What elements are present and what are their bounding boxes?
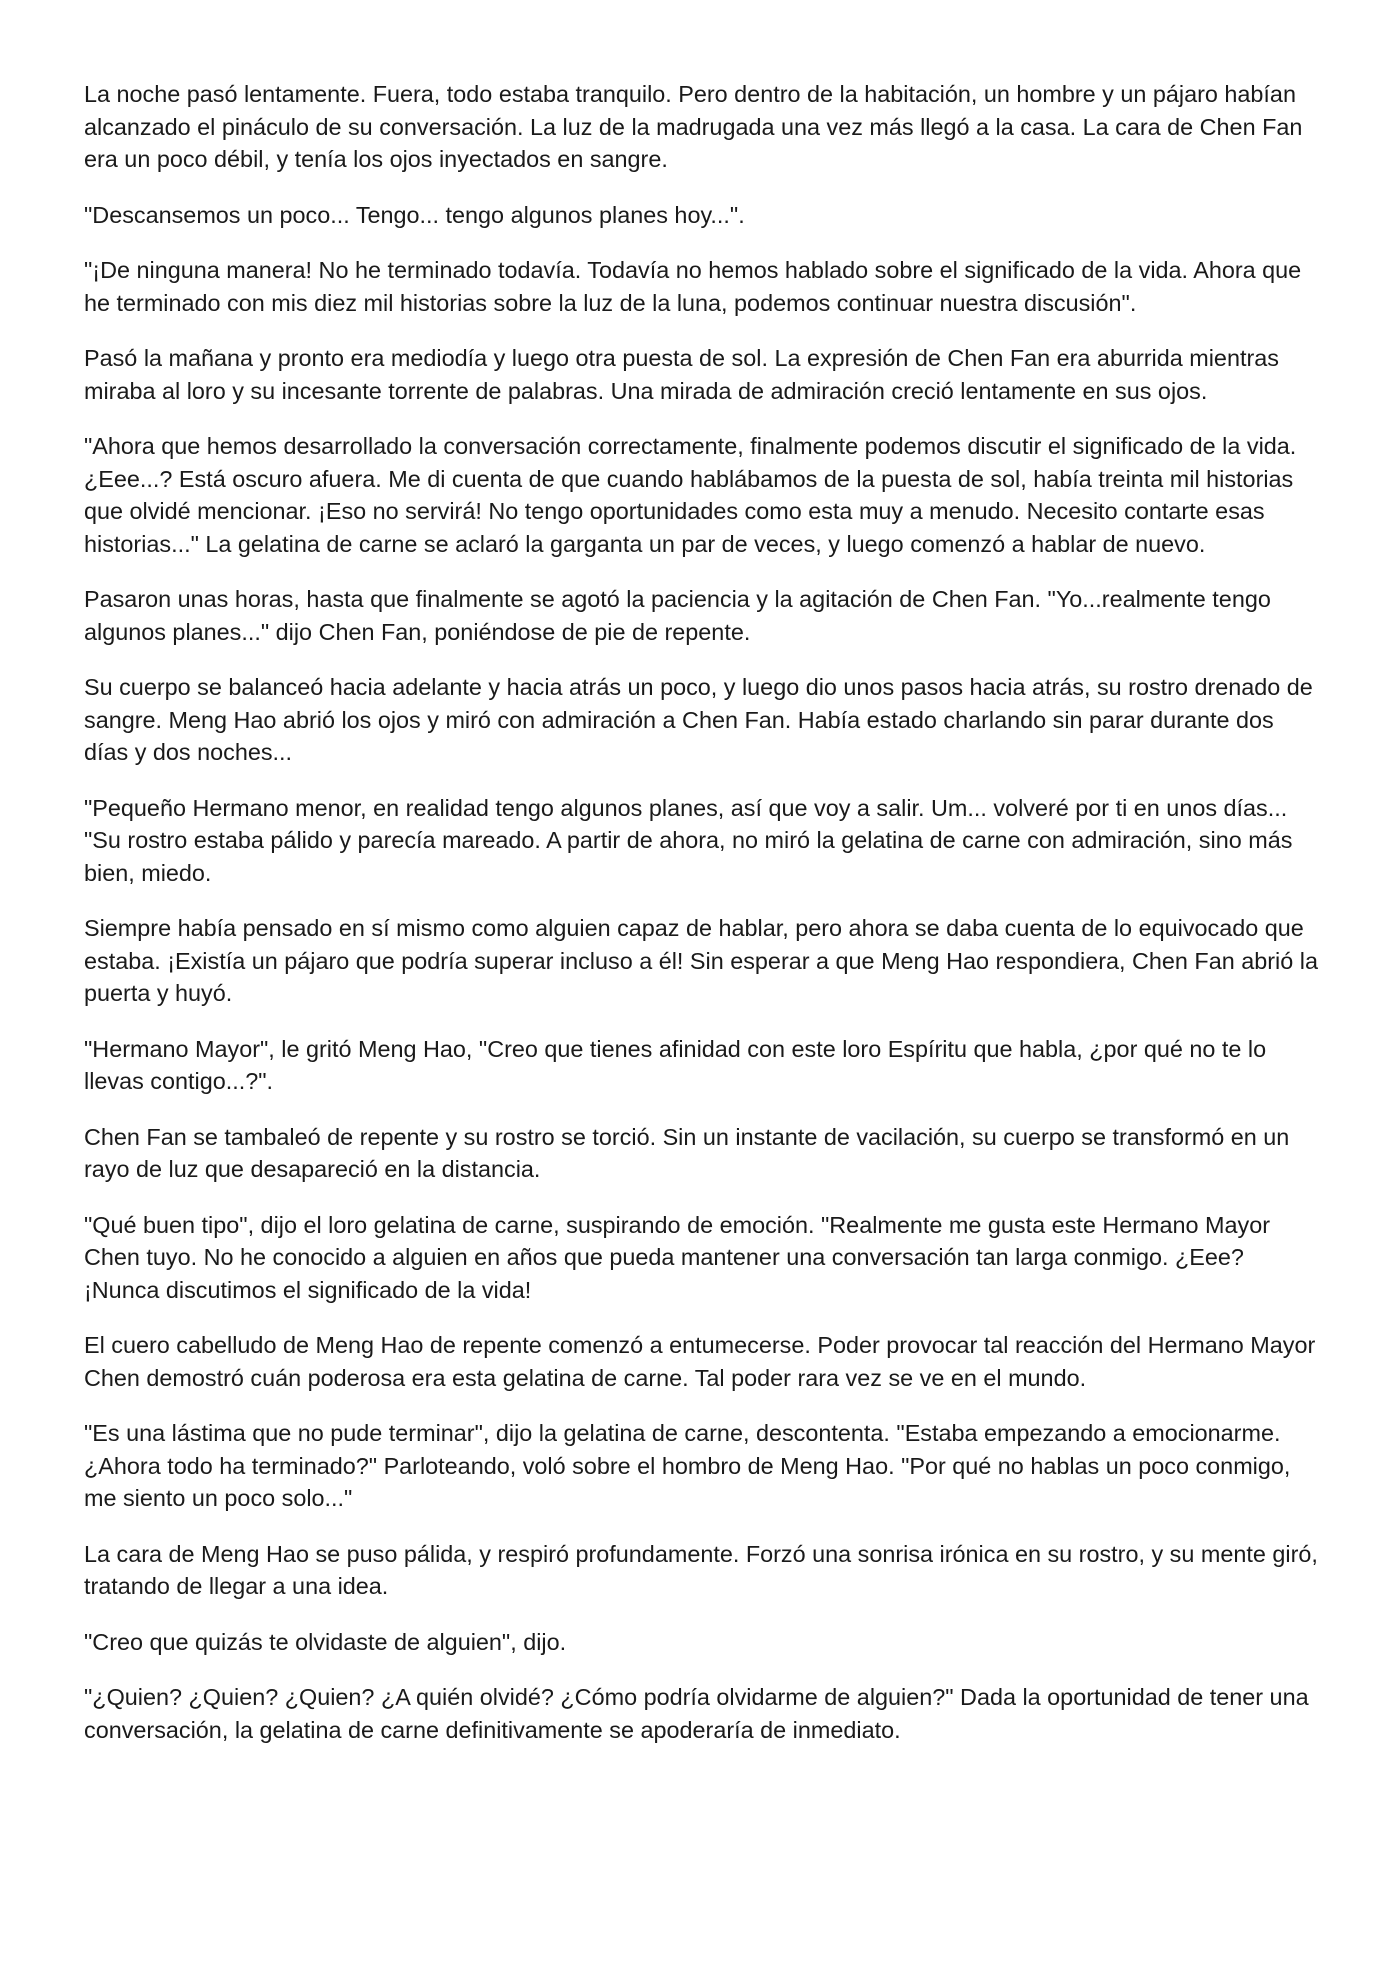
paragraph: El cuero cabelludo de Meng Hao de repente comenzó a entumecerse. Poder provocar tal reacción del Hermano Mayor Chen demostró cuán poderosa era esta gelatina de carne. Tal poder rara vez se ve en el mundo. (84, 1332, 1316, 1391)
paragraph: Siempre había pensado en sí mismo como alguien capaz de hablar, pero ahora se daba cuenta de lo equivocado que estaba. ¡Existía un pájaro que podría superar incluso a él! Sin esperar a que Meng Hao respondiera, Chen Fan abrió la puerta y huyó. (84, 915, 1318, 1006)
paragraph: "¡De ninguna manera! No he terminado todavía. Todavía no hemos hablado sobre el significado de la vida. Ahora que he terminado con mis diez mil historias sobre la luz de la luna, podemos continuar nuestra discusión". (84, 257, 1302, 316)
paragraph: "Es una lástima que no pude terminar", dijo la gelatina de carne, descontenta. "Estaba empezando a emocionarme. ¿Ahora todo ha terminado?" Parloteando, voló sobre el hombro de Meng Hao. "Por qué no hablas un poco conmigo, me siento un poco solo..." (84, 1420, 1291, 1511)
paragraph: "Creo que quizás te olvidaste de alguien", dijo. (84, 1628, 567, 1655)
paragraph: Chen Fan se tambaleó de repente y su rostro se torció. Sin un instante de vacilación, su cuerpo se transformó en un rayo de luz que desapareció en la distancia. (84, 1123, 1290, 1182)
paragraph: "Hermano Mayor", le gritó Meng Hao, "Creo que tienes afinidad con este loro Espíritu que habla, ¿por qué no te lo llevas contigo...?". (84, 1035, 1267, 1094)
paragraph: "Pequeño Hermano menor, en realidad tengo algunos planes, así que voy a salir. Um... volveré por ti en unos días... "Su rostro estaba pálido y parecía mareado. A partir de ahora, no miró la gelatina de carne con admiración, sino más bien, miedo. (84, 794, 1293, 886)
paragraph: Pasaron unas horas, hasta que finalmente se agotó la paciencia y la agitación de Chen Fan. "Yo...realmente tengo algunos planes..." dijo Chen Fan, poniéndose de pie de repente. (84, 586, 1271, 645)
document-page (84, 78, 1324, 1769)
paragraph: "Ahora que hemos desarrollado la conversación correctamente, finalmente podemos discutir el significado de la vida. ¿Eee...? Está oscuro afuera. Me di cuenta de que cuando hablábamos de la puesta de sol, había treinta mil historias que olvidé mencionar. ¡Eso no servirá! No tengo oportunidades como esta muy a menudo. Necesito contarte esas historias..." La gelatina de carne se aclaró la garganta un par de veces, y luego comenzó a hablar de nuevo. (84, 433, 1297, 557)
paragraph: La noche pasó lentamente. Fuera, todo estaba tranquilo. Pero dentro de la habitación, un hombre y un pájaro habían alcanzado el pináculo de su conversación. La luz de la madrugada una vez más llegó a la casa. La cara de Chen Fan era un poco débil, y tenía los ojos inyectados en sangre. (84, 81, 1303, 172)
paragraph: "¿Quien? ¿Quien? ¿Quien? ¿A quién olvidé? ¿Cómo podría olvidarme de alguien?" Dada la oportunidad de tener una conversación, la gelatina de carne definitivamente se apoderaría de inmediato. (84, 1684, 1309, 1743)
paragraph: Su cuerpo se balanceó hacia adelante y hacia atrás un poco, y luego dio unos pasos hacia atrás, su rostro drenado de sangre. Meng Hao abrió los ojos y miró con admiración a Chen Fan. Había estado charlando sin parar durante dos días y dos noches... (84, 674, 1313, 765)
paragraph: Pasó la mañana y pronto era mediodía y luego otra puesta de sol. La expresión de Chen Fan era aburrida mientras miraba al loro y su incesante torrente de palabras. Una mirada de admiración creció lentamente en sus ojos. (84, 345, 1279, 404)
paragraph: La cara de Meng Hao se puso pálida, y respiró profundamente. Forzó una sonrisa irónica en su rostro, y su mente giró, tratando de llegar a una idea. (84, 1540, 1318, 1599)
paragraph: "Qué buen tipo", dijo el loro gelatina de carne, suspirando de emoción. "Realmente me gusta este Hermano Mayor Chen tuyo. No he conocido a alguien en años que pueda mantener una conversación tan larga conmigo. ¿Eee? ¡Nunca discutimos el significado de la vida! (84, 1211, 1271, 1303)
paragraph: "Descansemos un poco... Tengo... tengo algunos planes hoy...". (84, 201, 745, 228)
